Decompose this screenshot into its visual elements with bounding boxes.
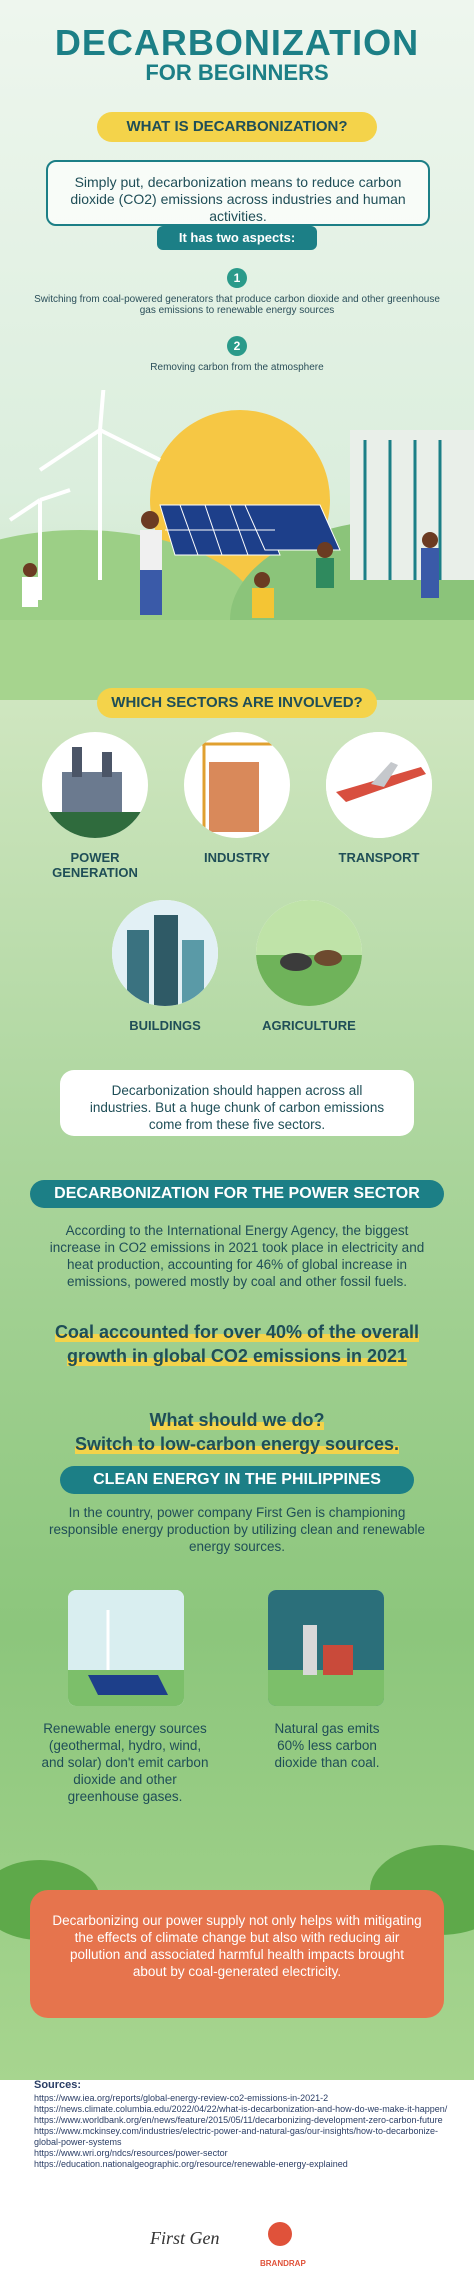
what-to-do-question: What should we do?: [149, 1410, 325, 1430]
firstgen-logo: First Gen: [150, 2228, 220, 2248]
aspect-number-2: 2: [227, 336, 247, 356]
sectors-section: [0, 700, 474, 1180]
source-link[interactable]: https://www.wri.org/ndcs/resources/power-sector: [34, 2148, 228, 2158]
source-link[interactable]: https://education.nationalgeographic.org/resource/renewable-energy-explained: [34, 2159, 348, 2169]
aspect-text-1: Switching from coal-powered generators that produce carbon dioxide and other greenhouse gas emissions to renewable energy sources: [34, 294, 440, 316]
sectors-note-box: [60, 1070, 414, 1136]
rappler-logo-text: BRANDRAP: [260, 2259, 306, 2268]
power-generation-image: [42, 732, 148, 838]
industry-image: [184, 732, 290, 838]
what-is-label: WHAT IS DECARBONIZATION?: [97, 112, 377, 142]
page-title: DECARBONIZATION: [54, 22, 420, 63]
sectors-note-text: Decarbonization should happen across all industries. But a huge chunk of carbon emissions come from these five sectors.: [89, 1083, 385, 1132]
power-sector-label: DECARBONIZATION FOR THE POWER SECTOR: [30, 1180, 444, 1208]
closing-box: [30, 1890, 444, 2018]
sector-transport: TRANSPORT: [338, 850, 420, 865]
clean-energy-text: In the country, power company First Gen is championing responsible energy production by utilizing clean and renewable energy sources.: [49, 1505, 425, 1554]
sector-buildings: BUILDINGS: [129, 1018, 201, 1033]
aspects-label: It has two aspects:: [157, 226, 317, 250]
definition-box: [46, 160, 430, 226]
sectors-label: WHICH SECTORS ARE INVOLVED?: [97, 688, 377, 718]
closing-text: Decarbonizing our power supply not only helps with mitigating the effects of climate change but also with reducing air pollution and associated harmful health impacts brought about by coal-generated electricity.: [52, 1913, 422, 1979]
power-sector-text: According to the International Energy Agency, the biggest increase in CO2 emissions in 2021 took place in electricity and heat production, accounting for 46% of global increase in emissions, powered mostly by coal and other fossil fuels.: [49, 1223, 425, 1289]
page-subtitle: FOR BEGINNERS: [145, 60, 329, 85]
source-link[interactable]: https://www.worldbank.org/en/news/feature/2015/05/11/decarbonizing-development-zero-carbon-future: [34, 2115, 443, 2125]
sources-list: [34, 2080, 454, 2170]
sector-agriculture: AGRICULTURE: [262, 1018, 356, 1033]
natural-gas-text: Natural gas emits 60% less carbon dioxide than coal.: [274, 1721, 380, 1770]
coal-highlight-text: Coal accounted for over 40% of the overall growth in global CO2 emissions in 2021: [54, 1322, 420, 1366]
source-link[interactable]: https://news.climate.columbia.edu/2022/04/22/what-is-decarbonization-and-how-do-we-make-it-happen/: [34, 2104, 448, 2114]
coal-highlight: [40, 1320, 434, 1368]
sector-power-generation: POWER GENERATION: [52, 850, 138, 880]
definition-text: Simply put, decarbonization means to reduce carbon dioxide (CO2) emissions across industries and human activities.: [70, 174, 406, 224]
what-to-do-answer: Switch to low-carbon energy sources.: [74, 1434, 400, 1454]
energy-landscape-illustration: [0, 390, 474, 700]
agriculture-image: [256, 900, 362, 1006]
aspect-number-1: 1: [227, 268, 247, 288]
source-link[interactable]: https://www.iea.org/reports/global-energy-review-co2-emissions-in-2021-2: [34, 2093, 329, 2103]
renewable-energy-text: Renewable energy sources (geothermal, hydro, wind, and solar) don't emit carbon dioxide and other greenhouse gases.: [41, 1721, 209, 1804]
rappler-logo: [260, 2218, 306, 2268]
clean-energy-label: CLEAN ENERGY IN THE PHILIPPINES: [60, 1466, 414, 1494]
buildings-image: [112, 900, 218, 1006]
natural-gas-image: [268, 1590, 384, 1706]
sources-label: Sources:: [34, 2079, 82, 2091]
renewable-energy-image: [68, 1590, 184, 1706]
intro-section: [0, 0, 474, 711]
source-link[interactable]: https://www.mckinsey.com/industries/electric-power-and-natural-gas/our-insights/how-to-decarbonize-global-power-systems: [34, 2126, 438, 2147]
sector-industry: INDUSTRY: [204, 850, 270, 865]
transport-image: [326, 732, 432, 838]
aspect-text-2: Removing carbon from the atmosphere: [150, 362, 324, 373]
what-to-do-highlight: [40, 1408, 434, 1456]
